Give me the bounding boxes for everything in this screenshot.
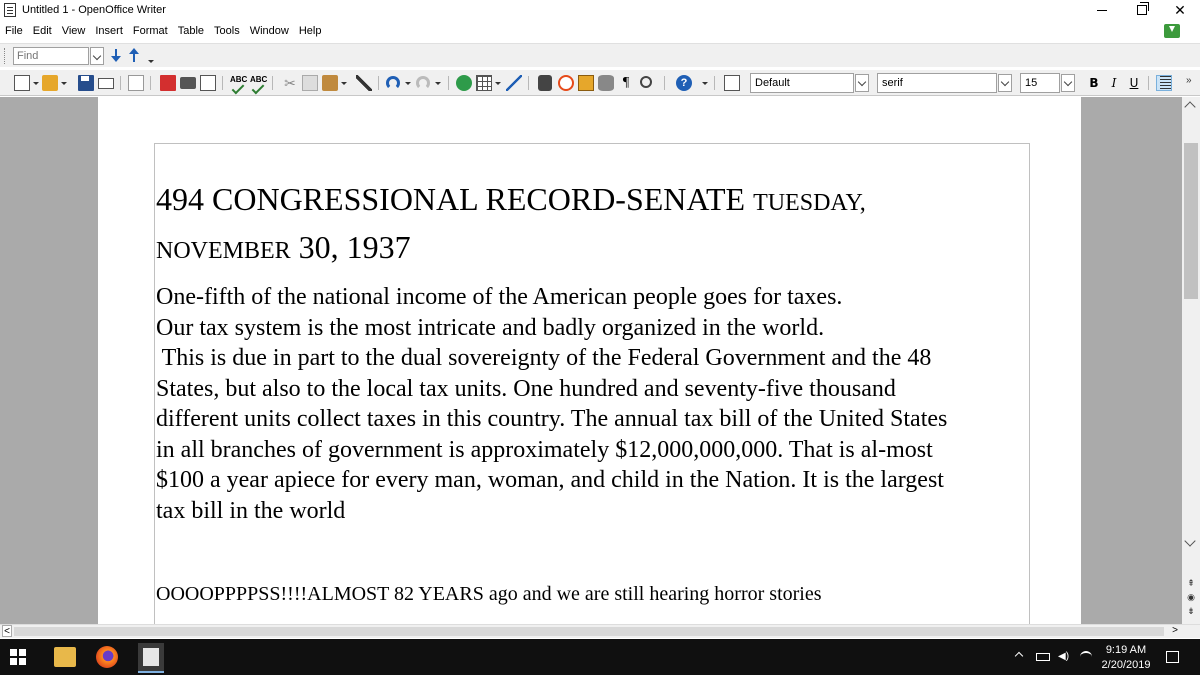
menu-help[interactable] xyxy=(294,25,327,37)
menu-view-label: View xyxy=(61,25,86,37)
menu-tools[interactable] xyxy=(209,25,245,37)
menu-table-label: Table xyxy=(177,25,205,37)
document-footer-line: OOOOPPPPSS!!!!ALMOST 82 YEARS ago and we are still hearing horror stories xyxy=(156,583,822,605)
table-dropdown-icon[interactable] xyxy=(495,82,501,85)
menu-edit[interactable] xyxy=(28,25,57,37)
styles-formatting-icon[interactable] xyxy=(724,75,740,91)
body-line: different units collect taxes in this country. The annual tax bill of the United States xyxy=(156,406,948,432)
wifi-icon[interactable] xyxy=(1080,651,1092,663)
open-folder-icon[interactable] xyxy=(42,75,58,91)
bold-button[interactable]: B xyxy=(1089,76,1099,90)
toolbar-grip[interactable] xyxy=(4,48,7,64)
menu-tools-label: Tools xyxy=(214,25,240,37)
toolbar-separator xyxy=(714,76,715,90)
menu-format[interactable] xyxy=(128,25,173,37)
export-pdf-icon[interactable] xyxy=(160,75,176,91)
heading-main-text: 494 CONGRESSIONAL RECORD-SENATE xyxy=(156,181,754,217)
toolbar-separator xyxy=(448,76,449,90)
clock-time: 9:19 AM xyxy=(1105,644,1147,656)
undo-icon[interactable] xyxy=(386,76,400,90)
window-title: Untitled 1 - OpenOffice Writer xyxy=(22,4,166,16)
paste-dropdown-icon[interactable] xyxy=(341,82,347,85)
vertical-scroll-thumb[interactable] xyxy=(1184,143,1198,299)
font-size-dropdown[interactable] xyxy=(1061,74,1075,92)
menu-file-label: File xyxy=(5,25,23,37)
document-heading-line-1 xyxy=(156,177,1032,225)
update-available-icon[interactable] xyxy=(1164,24,1180,38)
toolbar-separator xyxy=(150,76,151,90)
title-bar xyxy=(0,0,1200,20)
new-dropdown-icon[interactable] xyxy=(33,82,39,85)
cut-icon[interactable]: ✂ xyxy=(284,75,296,91)
heading-main-text: 30, 1937 xyxy=(290,229,411,265)
open-dropdown-icon[interactable] xyxy=(61,82,67,85)
font-name-combo[interactable]: serif xyxy=(877,73,997,93)
zoom-icon[interactable] xyxy=(640,76,652,88)
restore-icon xyxy=(1137,5,1147,15)
menu-view[interactable] xyxy=(57,25,91,37)
close-icon: ✕ xyxy=(1174,1,1186,18)
gallery-icon[interactable] xyxy=(578,75,594,91)
new-document-icon[interactable] xyxy=(14,75,30,91)
email-icon[interactable] xyxy=(98,78,114,89)
body-line: Our tax system is the most intricate and badly organized in the world. xyxy=(156,314,825,341)
scroll-left-icon[interactable]: < xyxy=(2,625,12,637)
system-clock[interactable] xyxy=(1098,643,1154,673)
navigator-icon[interactable] xyxy=(558,75,574,91)
windows-taskbar xyxy=(0,639,1200,675)
toolbar-options-icon[interactable] xyxy=(148,48,153,64)
menu-window[interactable] xyxy=(245,25,294,37)
page-preview-icon[interactable] xyxy=(200,75,216,91)
document-text[interactable] xyxy=(156,177,1032,526)
draw-functions-icon[interactable] xyxy=(506,75,522,91)
edit-file-icon[interactable] xyxy=(128,75,144,91)
clone-formatting-icon[interactable] xyxy=(356,75,372,91)
undo-dropdown-icon[interactable] xyxy=(405,82,411,85)
clock-date: 2/20/2019 xyxy=(1101,659,1151,671)
body-line: One-fifth of the national income of the American people goes for taxes. xyxy=(156,284,843,310)
restore-button[interactable] xyxy=(1122,0,1162,20)
italic-button[interactable]: I xyxy=(1111,76,1117,90)
find-previous-icon[interactable] xyxy=(128,48,140,64)
horizontal-scroll-thumb[interactable] xyxy=(14,627,1164,636)
toolbar-separator xyxy=(378,76,379,90)
heading-smallcaps-text: NOVEMBER xyxy=(156,238,291,264)
menu-edit-label: Edit xyxy=(32,25,52,37)
action-center-icon[interactable] xyxy=(1166,651,1179,663)
body-line: This is due in part to the dual sovereignty of the Federal Government and the 48 xyxy=(156,345,932,371)
paragraph-style-combo[interactable]: Default xyxy=(750,73,854,93)
paragraph-style-dropdown[interactable] xyxy=(855,74,869,92)
toolbar-separator xyxy=(528,76,529,90)
toolbar-overflow-icon[interactable]: » xyxy=(1186,75,1192,86)
menu-help-label: Help xyxy=(298,25,322,37)
minimize-button[interactable] xyxy=(1082,0,1122,20)
menu-insert[interactable] xyxy=(90,25,128,37)
paste-icon[interactable] xyxy=(322,75,338,91)
find-replace-icon[interactable] xyxy=(538,75,552,91)
menu-table[interactable] xyxy=(173,25,209,37)
formatting-marks-icon[interactable]: ¶ xyxy=(622,75,630,90)
align-left-button[interactable] xyxy=(1156,75,1172,91)
hyperlink-icon[interactable] xyxy=(456,75,472,91)
spellcheck-icon[interactable]: ABC xyxy=(230,75,246,91)
body-line: States, but also to the local tax units. One hundred and seventy-five thousand xyxy=(156,375,896,402)
find-input[interactable] xyxy=(13,47,89,65)
battery-icon[interactable] xyxy=(1036,653,1050,661)
menu-insert-label: Insert xyxy=(95,25,123,37)
underline-button[interactable]: U xyxy=(1129,76,1139,90)
toolbar-separator xyxy=(272,76,273,90)
vertical-scrollbar[interactable] xyxy=(1182,97,1200,624)
font-size-combo[interactable]: 15 xyxy=(1020,73,1060,93)
copy-icon[interactable] xyxy=(302,75,318,91)
body-line: tax bill in the world xyxy=(156,497,346,524)
volume-icon[interactable]: ◀) xyxy=(1058,651,1070,662)
heading-smallcaps-text: TUESDAY, xyxy=(753,190,866,216)
body-paragraph xyxy=(156,282,1024,526)
horizontal-scrollbar[interactable] xyxy=(0,624,1200,638)
firefox-icon[interactable] xyxy=(96,646,118,668)
close-button[interactable] xyxy=(1160,0,1200,20)
body-line: in all branches of government is approximately $12,000,000,000. That is al-most xyxy=(156,436,933,463)
save-icon[interactable] xyxy=(78,75,94,91)
toolbar-separator xyxy=(120,76,121,90)
document-heading-line-2 xyxy=(156,225,1032,273)
scroll-down-icon[interactable] xyxy=(1184,535,1195,546)
menu-bar xyxy=(0,20,1200,42)
font-name-dropdown[interactable] xyxy=(998,74,1012,92)
scroll-right-icon[interactable]: > xyxy=(1172,625,1178,636)
redo-icon[interactable] xyxy=(416,76,430,90)
menu-format-label: Format xyxy=(132,25,168,37)
table-icon[interactable] xyxy=(476,75,492,91)
menu-window-label: Window xyxy=(249,25,289,37)
toolbar-separator xyxy=(1148,76,1149,90)
windows-start-icon[interactable] xyxy=(10,649,26,665)
toolbar-separator xyxy=(664,76,665,90)
find-history-dropdown[interactable] xyxy=(90,47,104,65)
previous-page-icon[interactable]: ⇞ xyxy=(1187,578,1195,588)
scroll-up-icon[interactable] xyxy=(1184,101,1195,112)
writer-app-icon xyxy=(4,3,16,17)
minimize-icon xyxy=(1097,10,1107,11)
toolbar-more-icon[interactable] xyxy=(702,82,708,85)
toolbar-separator xyxy=(222,76,223,90)
find-toolbar xyxy=(0,43,1200,67)
document-workspace xyxy=(0,97,1182,624)
autospellcheck-icon[interactable]: ABC xyxy=(250,75,266,91)
navigation-object-icon[interactable]: ◉ xyxy=(1187,592,1195,602)
standard-toolbar xyxy=(0,70,1200,96)
help-icon[interactable]: ? xyxy=(676,75,692,91)
data-sources-icon[interactable] xyxy=(598,75,614,91)
print-icon[interactable] xyxy=(180,77,196,89)
openoffice-writer-taskbar-icon[interactable] xyxy=(138,643,164,673)
show-hidden-icons-icon[interactable] xyxy=(1015,652,1023,660)
file-explorer-icon[interactable] xyxy=(54,647,76,667)
menu-file[interactable] xyxy=(0,25,28,37)
redo-dropdown-icon[interactable] xyxy=(435,82,441,85)
find-next-icon[interactable] xyxy=(110,48,122,64)
body-line: $100 a year apiece for every man, woman, and child in the Nation. It is the largest xyxy=(156,467,944,493)
document-page[interactable] xyxy=(98,97,1081,624)
next-page-icon[interactable]: ⇟ xyxy=(1187,606,1195,616)
